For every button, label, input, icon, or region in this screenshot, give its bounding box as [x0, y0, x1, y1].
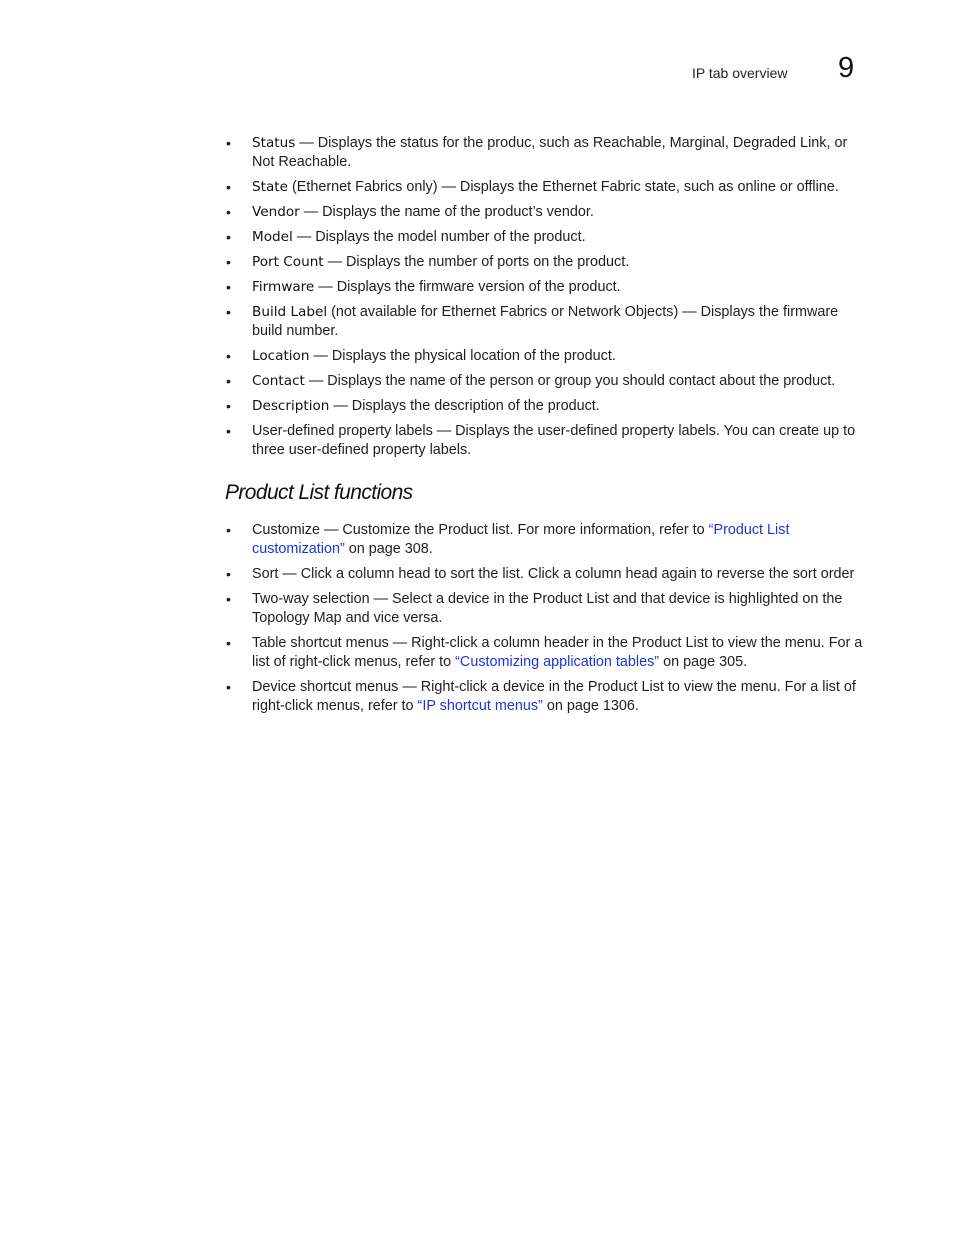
cross-reference-link[interactable]: “IP shortcut menus” — [417, 698, 543, 714]
list-item — [226, 565, 872, 584]
page-content — [226, 134, 872, 722]
list-item — [226, 228, 872, 247]
function-text: Sort — Click a column head to sort the list. Click a column head again to reverse the sort order — [252, 566, 855, 582]
section-heading: Product List functions — [225, 481, 413, 504]
bullet-icon: • — [226, 304, 231, 320]
page-reference: on page 1306. — [542, 698, 639, 714]
list-item — [226, 203, 872, 222]
property-list — [226, 134, 872, 460]
bullet-icon: • — [226, 254, 231, 270]
cross-reference-link[interactable]: “Product List customization” — [252, 522, 790, 557]
property-description: — Displays the physical location of the product. — [309, 348, 616, 364]
list-item — [226, 303, 872, 341]
list-item — [226, 178, 872, 197]
bullet-icon: • — [226, 679, 231, 695]
property-description: (Ethernet Fabrics only) — Displays the Ethernet Fabric state, such as online or offline. — [287, 179, 839, 195]
property-term: Vendor — [252, 204, 300, 220]
property-term: Description — [252, 398, 330, 414]
property-term: Contact — [252, 373, 305, 389]
list-item — [226, 521, 872, 559]
function-text: Two-way selection — Select a device in the Product List and that device is highlighted on the Topology Map and vice versa. — [252, 591, 843, 626]
bullet-icon: • — [226, 591, 231, 607]
bullet-icon: • — [226, 279, 231, 295]
bullet-icon: • — [226, 135, 231, 151]
property-description: — Displays the description of the product. — [329, 398, 600, 414]
property-term: Build Label — [252, 304, 328, 320]
running-header-title: IP tab overview — [692, 65, 788, 81]
list-item — [226, 678, 872, 716]
bullet-icon: • — [226, 348, 231, 364]
list-item — [226, 347, 872, 366]
list-item — [226, 372, 872, 391]
bullet-icon: • — [226, 179, 231, 195]
property-description: — Displays the status for the produc, such as Reachable, Marginal, Degraded Link, or Not Reachable. — [252, 135, 848, 170]
property-description: — Displays the name of the person or group you should contact about the product. — [304, 373, 836, 389]
property-description: — Displays the model number of the product. — [292, 229, 586, 245]
list-item — [226, 253, 872, 272]
property-term: State — [252, 179, 288, 195]
bullet-icon: • — [226, 229, 231, 245]
bullet-icon: • — [226, 423, 231, 439]
page-reference: on page 308. — [344, 541, 433, 557]
property-term: Port Count — [252, 254, 324, 270]
property-description: — Displays the firmware version of the product. — [314, 279, 621, 295]
function-text: Customize — Customize the Product list. For more information, refer to — [252, 522, 709, 538]
list-item — [226, 634, 872, 672]
bullet-icon: • — [226, 398, 231, 414]
property-description: User-defined property labels — Displays the user-defined property labels. You can create up to three user-defined property labels. — [252, 423, 856, 458]
list-item — [226, 278, 872, 297]
property-term: Status — [252, 135, 296, 151]
list-item — [226, 422, 872, 460]
cross-reference-link[interactable]: “Customizing application tables” — [455, 654, 660, 670]
property-term: Location — [252, 348, 310, 364]
property-term: Model — [252, 229, 293, 245]
property-description: (not available for Ethernet Fabrics or Network Objects) — Displays the firmware build number. — [252, 304, 839, 339]
bullet-icon: • — [226, 204, 231, 220]
property-description: — Displays the name of the product’s vendor. — [299, 204, 594, 220]
page-reference: on page 305. — [659, 654, 748, 670]
property-description: — Displays the number of ports on the product. — [323, 254, 630, 270]
property-term: Firmware — [252, 279, 315, 295]
bullet-icon: • — [226, 522, 231, 538]
list-item — [226, 134, 872, 172]
list-item — [226, 590, 872, 628]
bullet-icon: • — [226, 373, 231, 389]
function-text: Device shortcut menus — Right-click a device in the Product List to view the menu. For a list of right-click menus, refer to — [252, 679, 856, 714]
list-item — [226, 397, 872, 416]
functions-list — [226, 521, 872, 716]
function-text: Table shortcut menus — Right-click a column header in the Product List to view the menu. For a list of right-click menus, refer to — [252, 635, 863, 670]
page-header — [0, 52, 954, 95]
bullet-icon: • — [226, 566, 231, 582]
chapter-number: 9 — [838, 52, 855, 84]
bullet-icon: • — [226, 635, 231, 651]
